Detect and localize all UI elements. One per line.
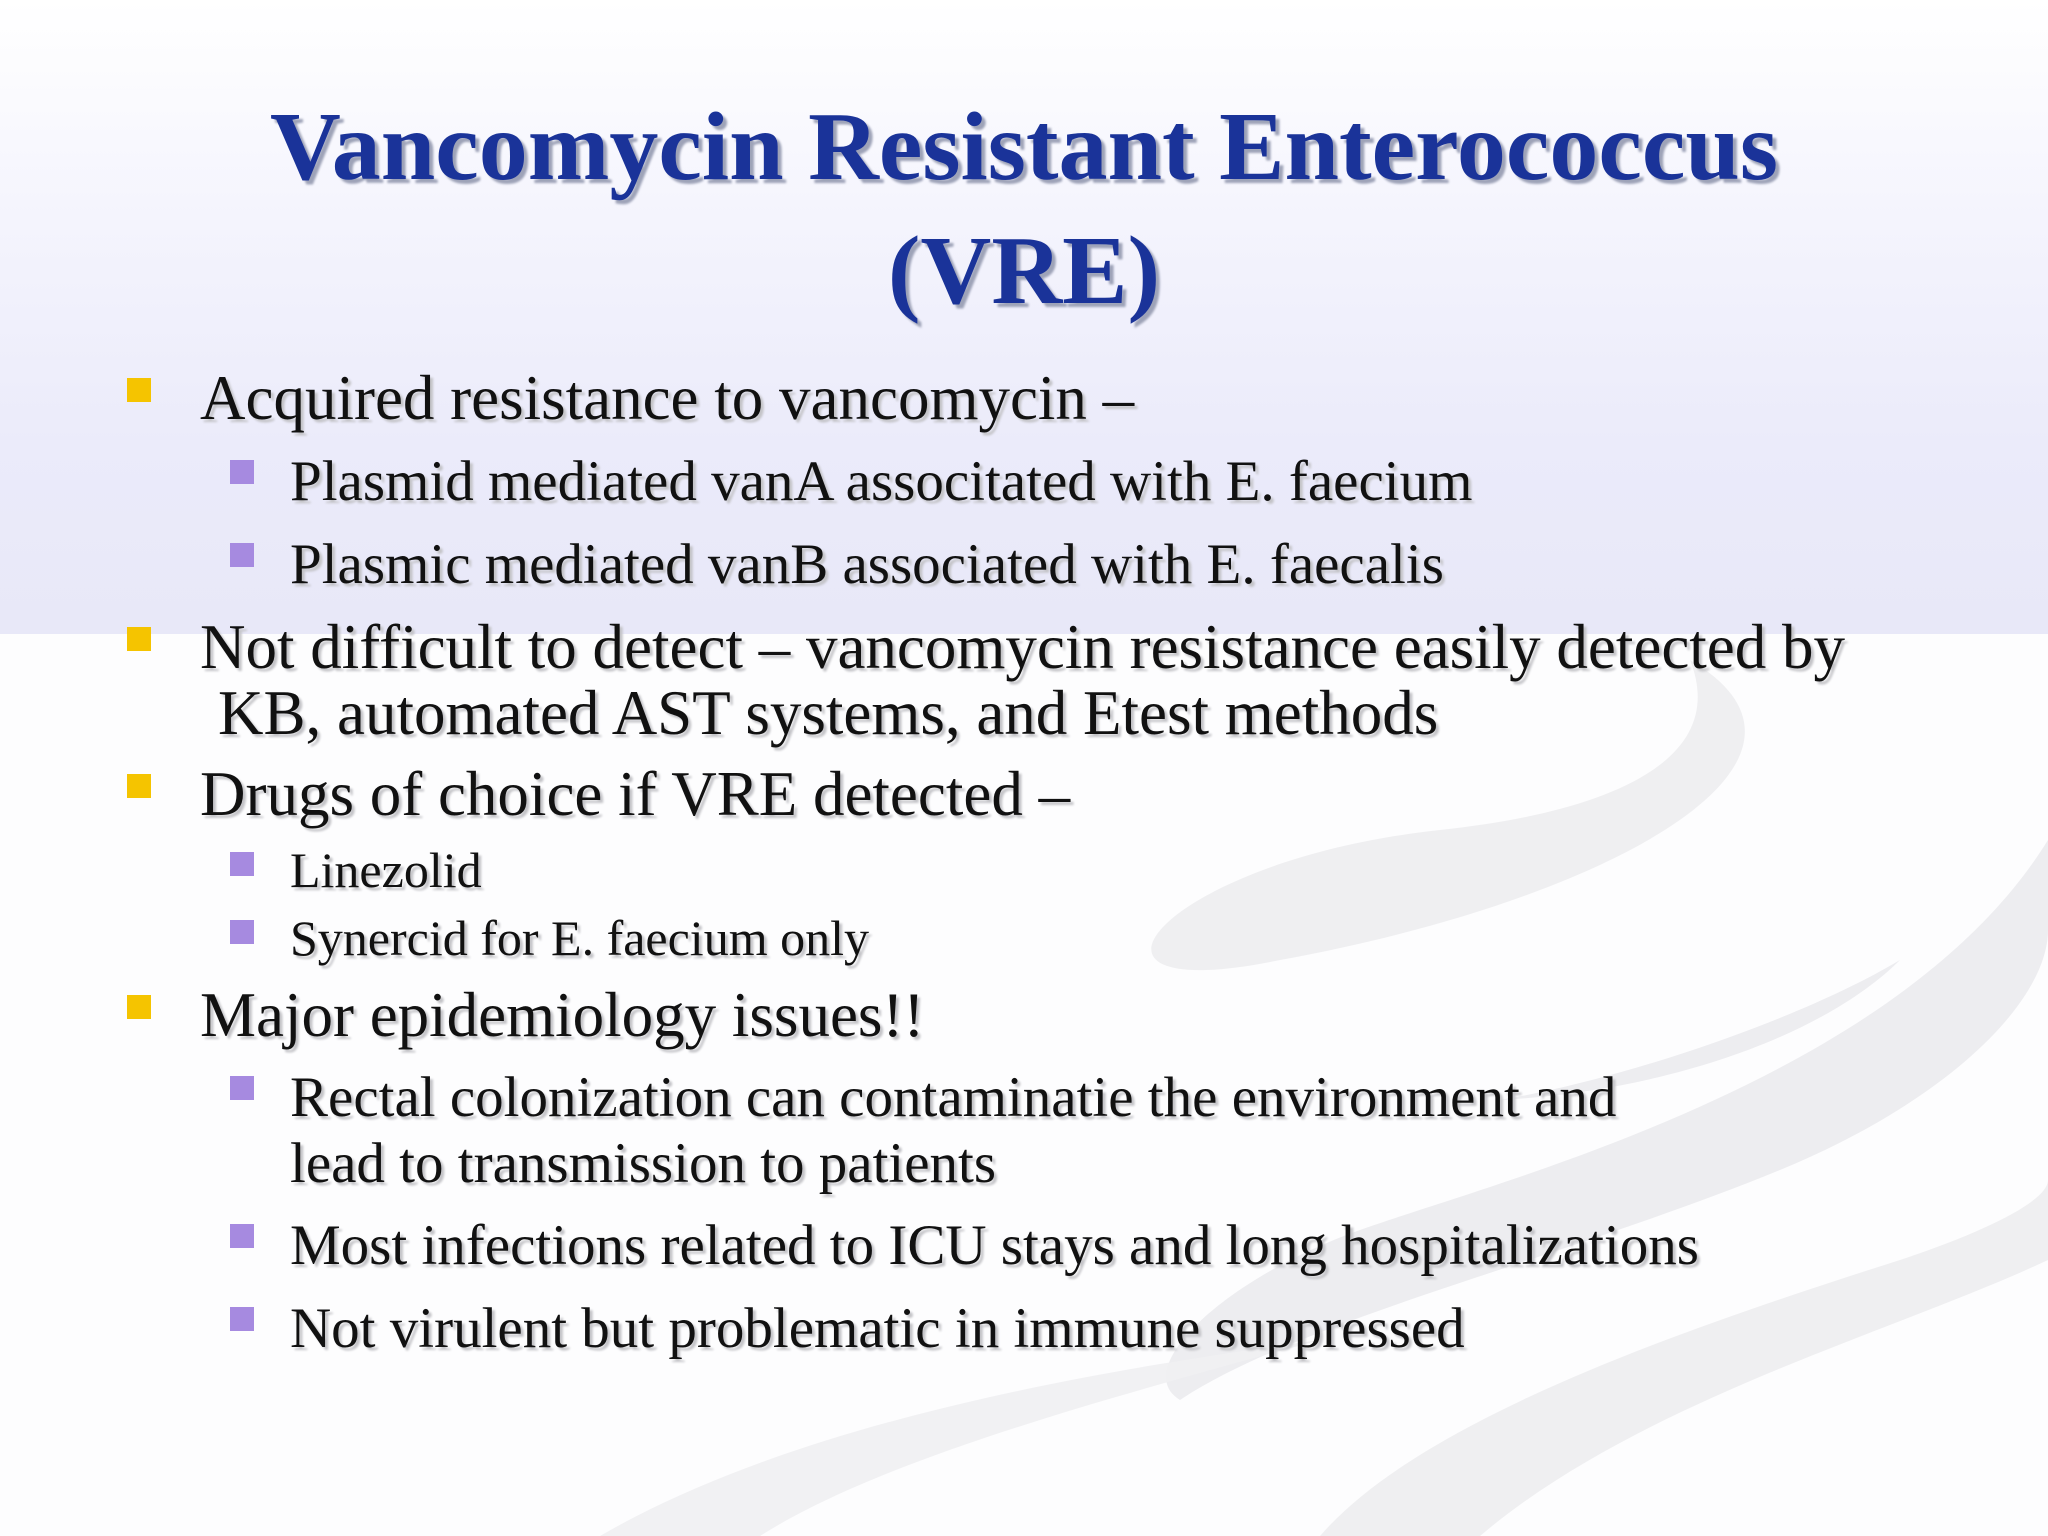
bullet-marker-level1	[127, 627, 151, 651]
bullet-item: Drugs of choice if VRE detected –	[200, 759, 1071, 829]
title-line-1: Vancomycin Resistant Enterococcus	[269, 93, 1779, 201]
bullet-marker-level1	[127, 378, 151, 402]
bullet-item: Acquired resistance to vancomycin –	[200, 363, 1135, 433]
sub-bullet-item: Not virulent but problematic in immune suppressed	[290, 1297, 1465, 1360]
sub-bullet-item: Synercid for E. faecium only	[290, 910, 869, 966]
bullet-marker-level2	[230, 460, 254, 484]
bullet-marker-level2	[230, 852, 254, 876]
sub-bullet-item: Most infections related to ICU stays and long hospitalizations	[290, 1214, 1699, 1277]
sub-bullet-item-line-2: lead to transmission to patients	[290, 1132, 997, 1195]
title-line-2: (VRE)	[887, 217, 1161, 325]
bullet-marker-level1	[127, 995, 151, 1019]
bullet-marker-level2	[230, 1224, 254, 1248]
bullet-item: Major epidemiology issues!!	[200, 980, 925, 1050]
sub-bullet-item: Plasmid mediated vanA associtated with E. faecium	[290, 450, 1473, 513]
bullet-marker-level2	[230, 1307, 254, 1331]
bullet-item-line-2: KB, automated AST systems, and Etest methods	[218, 678, 1439, 748]
bullet-marker-level1	[127, 774, 151, 798]
bullet-marker-level2	[230, 1076, 254, 1100]
bullet-marker-level2	[230, 920, 254, 944]
sub-bullet-item: Linezolid	[290, 842, 482, 898]
sub-bullet-item-line-1: Rectal colonization can contaminatie the environment and	[290, 1066, 1617, 1129]
bullet-marker-level2	[230, 543, 254, 567]
bullet-item-line-1: Not difficult to detect – vancomycin resistance easily detected by	[200, 612, 1846, 682]
sub-bullet-item: Plasmic mediated vanB associated with E. faecalis	[290, 533, 1444, 596]
